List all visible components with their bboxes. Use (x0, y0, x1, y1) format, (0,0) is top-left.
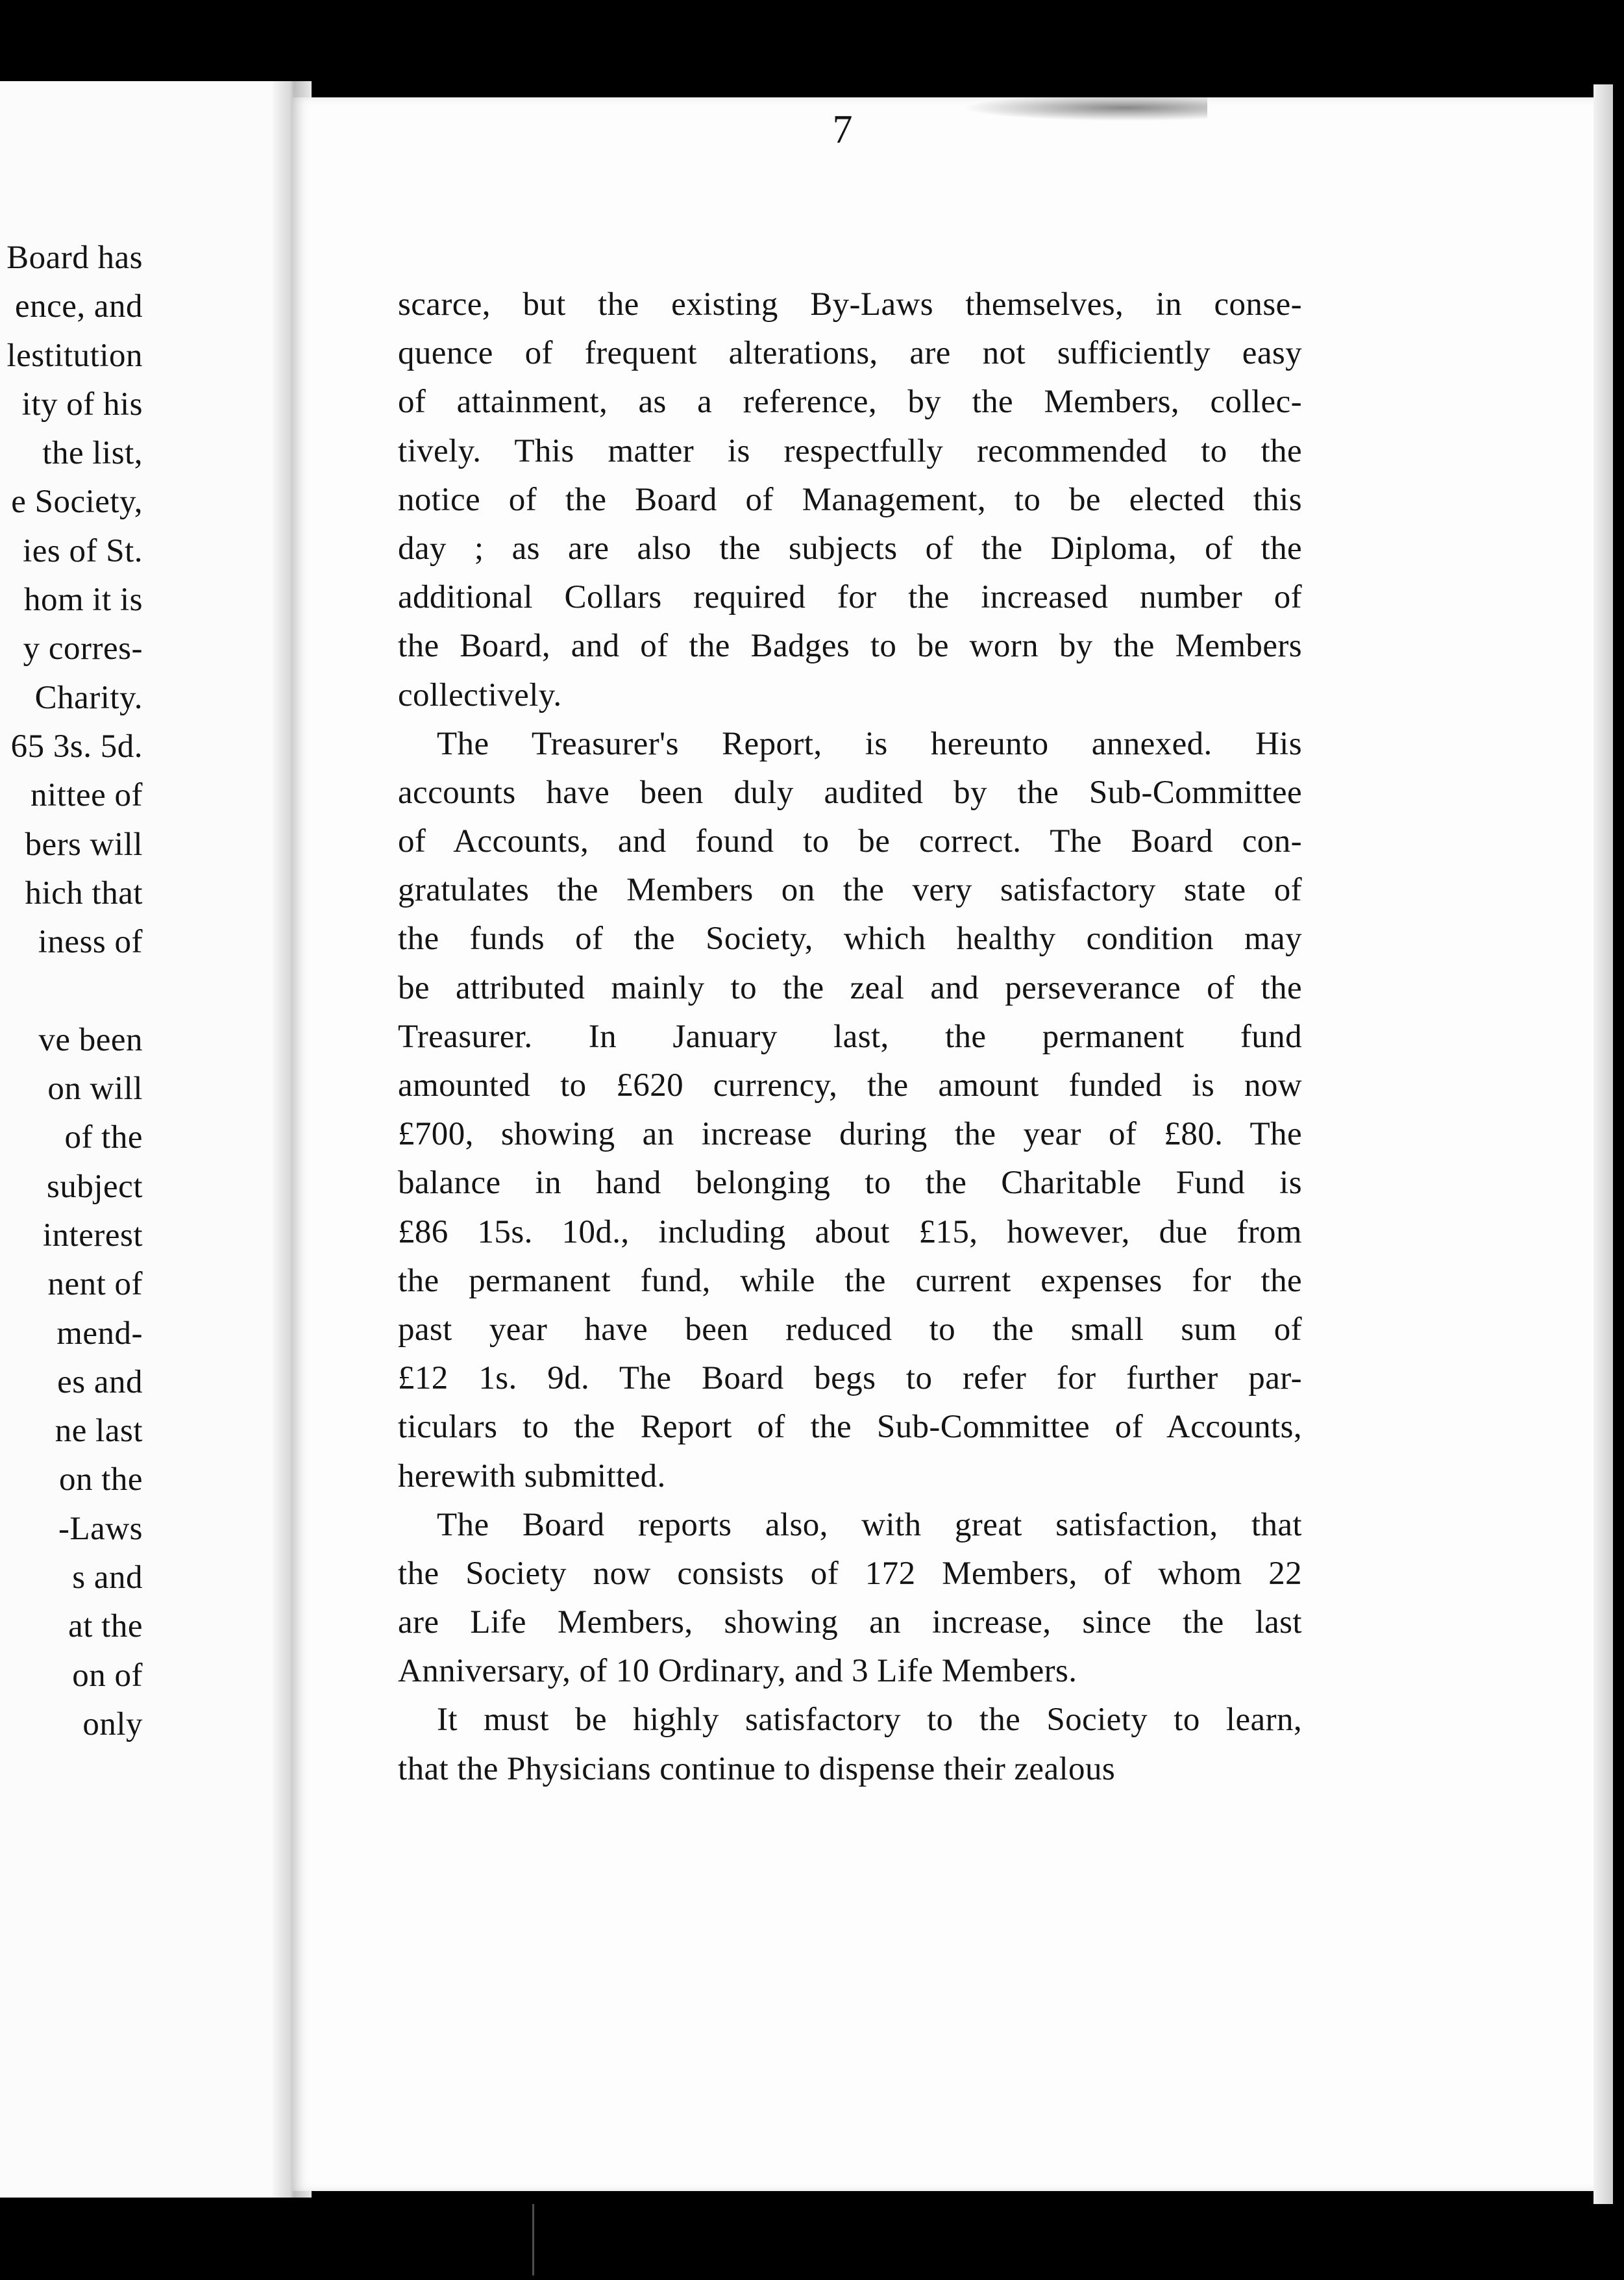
text-line: past year have been reduced to the small sum of (398, 1311, 1302, 1348)
facing-page-line: at the (68, 1608, 143, 1645)
text-line: Anniversary, of 10 Ordinary, and 3 Life Members. (398, 1653, 1077, 1690)
text-line: additional Collars required for the increased number of (398, 579, 1302, 616)
scan-artifact (532, 2204, 586, 2275)
facing-page-line: iness of (38, 924, 143, 961)
facing-page-line: Board has (6, 240, 143, 276)
text-line: amounted to £620 currency, the amount funded is now (398, 1067, 1302, 1104)
facing-page-line: on the (58, 1461, 143, 1498)
text-line: It must be highly satisfactory to the Society to learn, (437, 1702, 1302, 1739)
paragraph (398, 1501, 1302, 1696)
text-line: The Treasurer's Report, is hereunto annexed. His (437, 725, 1302, 762)
facing-page-line: interest (42, 1217, 143, 1254)
facing-page (0, 81, 292, 2198)
facing-page-line: ies of St. (23, 532, 143, 569)
facing-page-line: ence, and (14, 288, 143, 325)
text-line: the Board, and of the Badges to be worn by the Members (398, 628, 1302, 665)
text-line: that the Physicians continue to dispense their zealous (398, 1750, 1116, 1787)
text-line: £700, showing an increase during the year of £80. The (398, 1116, 1302, 1153)
facing-page-line: on will (47, 1071, 143, 1108)
facing-page-line: ity of his (21, 386, 143, 423)
text-line: ticulars to the Report of the Sub-Committee of Accounts, (398, 1409, 1302, 1446)
text-line: quence of frequent alterations, are not sufficiently easy (398, 335, 1302, 372)
text-line: £12 1s. 9d. The Board begs to refer for further par- (398, 1360, 1302, 1397)
facing-page-line: hich that (25, 874, 143, 911)
facing-page-line: nent of (47, 1266, 143, 1303)
text-line: balance in hand belonging to the Charitable Fund is (398, 1165, 1302, 1202)
text-line: of Accounts, and found to be correct. The Board con- (398, 823, 1302, 860)
facing-page-text (0, 234, 143, 1749)
facing-page-line: Charity. (34, 679, 143, 716)
facing-page-line: y corres- (23, 630, 143, 667)
text-line: accounts have been duly audited by the Sub-Committee (398, 774, 1302, 811)
text-line: the Society now consists of 172 Members, of whom 22 (398, 1555, 1302, 1592)
text-line: collectively. (398, 676, 562, 713)
text-line: be attributed mainly to the zeal and perseverance of the (398, 969, 1302, 1006)
text-line: are Life Members, showing an increase, since the last (398, 1604, 1302, 1641)
text-line: notice of the Board of Management, to be elected this (398, 481, 1302, 518)
facing-page-line: es and (57, 1363, 143, 1400)
text-line: herewith submitted. (398, 1457, 666, 1494)
text-line: gratulates the Members on the very satisfactory state of (398, 872, 1302, 909)
paragraph (398, 280, 1302, 720)
text-line: The Board reports also, with great satisfaction, that (437, 1506, 1302, 1543)
text-line: scarce, but the existing By-Laws themselves, in conse- (398, 286, 1302, 323)
facing-page-line: e Society, (11, 484, 143, 521)
text-line: day ; as are also the subjects of the Diploma, of the (398, 530, 1302, 567)
text-line: £86 15s. 10d., including about £15, however, due from (398, 1213, 1302, 1250)
facing-page-line: ne last (55, 1413, 143, 1450)
facing-page-line: on of (72, 1657, 143, 1694)
facing-page-line: the list, (42, 435, 143, 472)
facing-page-line: hom it is (23, 582, 143, 619)
facing-page-line: nittee of (30, 777, 143, 814)
text-line: the funds of the Society, which healthy condition may (398, 921, 1302, 958)
paragraph (398, 720, 1302, 1501)
facing-page-line: ve been (38, 1021, 143, 1058)
facing-page-line (0, 967, 143, 1015)
facing-page-line: of the (64, 1119, 143, 1156)
facing-page-line: lestitution (6, 337, 143, 374)
text-line: the permanent fund, while the current expenses for the (398, 1262, 1302, 1299)
paragraph (398, 1696, 1302, 1793)
page-edge (1593, 84, 1613, 2204)
page-number: 7 (832, 108, 853, 152)
text-line: tively. This matter is respectfully recommended to the (398, 432, 1302, 469)
text-line: Treasurer. In January last, the permanent fund (398, 1018, 1302, 1055)
facing-page-line: s and (72, 1559, 143, 1596)
facing-page-line: -Laws (58, 1510, 143, 1547)
facing-page-line: mend- (56, 1315, 143, 1352)
ink-smudge (935, 97, 1207, 123)
facing-page-line: subject (47, 1168, 143, 1205)
facing-page-line: bers will (25, 826, 143, 863)
text-line: of attainment, as a reference, by the Members, collec- (398, 384, 1302, 421)
facing-page-line: only (82, 1705, 143, 1742)
facing-page-line: 65 3s. 5d. (10, 728, 143, 765)
body-text (398, 280, 1302, 1794)
